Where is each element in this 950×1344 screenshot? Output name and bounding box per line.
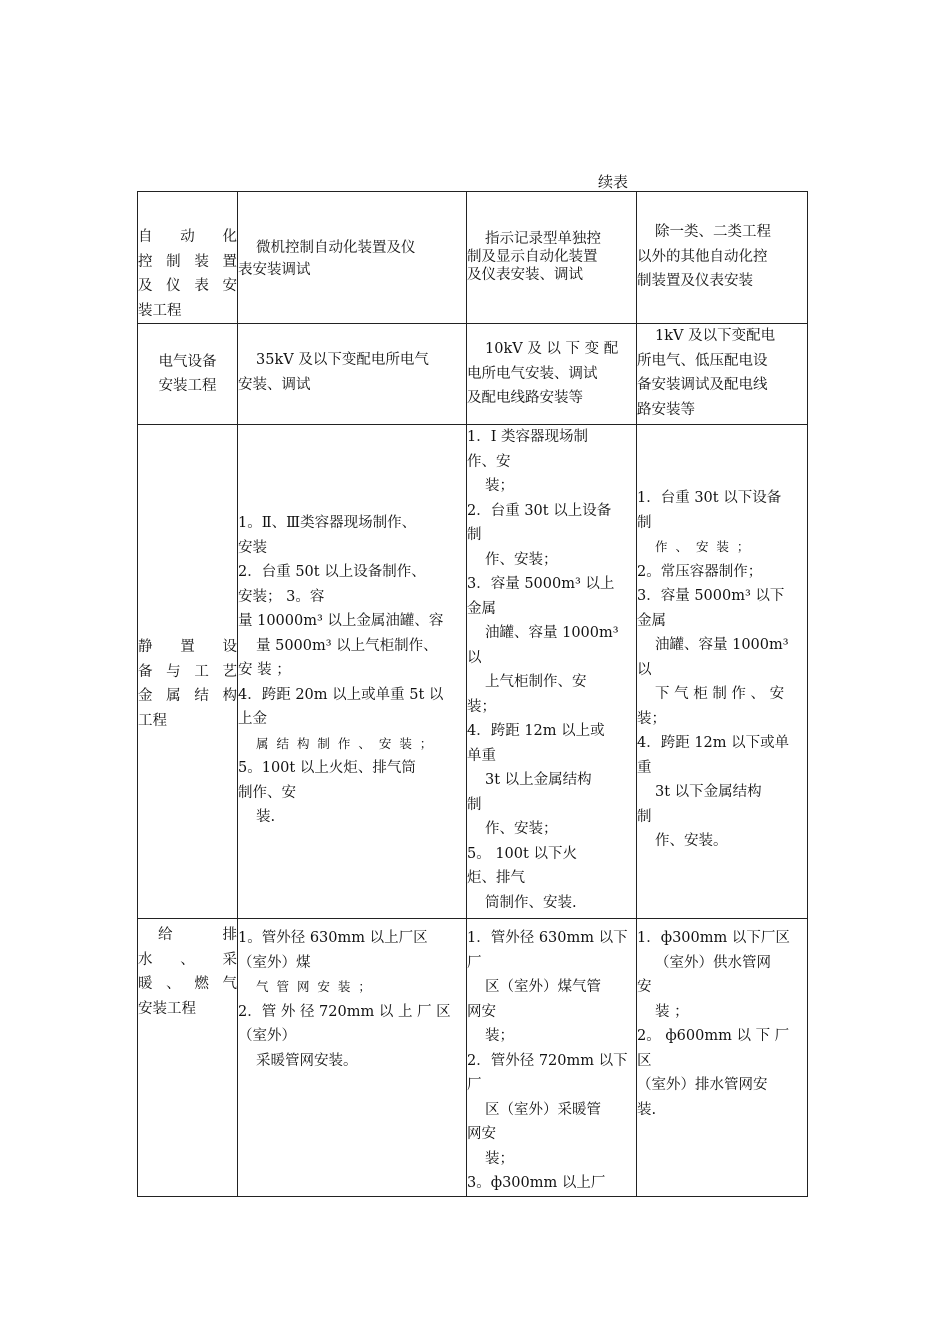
cell-line: 作 、 安 装 ； bbox=[655, 539, 752, 554]
cell-line: 重 bbox=[637, 759, 652, 776]
category-line: 暖、燃气 bbox=[138, 976, 237, 992]
cell-line: 制及显示自动化装置 bbox=[467, 249, 598, 265]
cell-line: 1。Ⅱ、Ⅲ类容器现场制作、 bbox=[238, 515, 417, 531]
cell-line: 区（室外）采暖管 bbox=[485, 1101, 601, 1118]
category-cell bbox=[138, 324, 238, 425]
cell-line: 3．容量 5000m³ 以下 bbox=[637, 588, 785, 604]
cell-line: 1．ф300mm 以下厂区 bbox=[637, 930, 790, 946]
cell-line: 1。管外径 630mm 以上厂区 bbox=[238, 930, 428, 946]
class-three-cell bbox=[637, 919, 808, 1197]
cell-line: 2。常压容器制作； bbox=[637, 563, 763, 580]
category-line: 装工程 bbox=[138, 302, 182, 319]
cell-line: 油罐、容量 1000m³ bbox=[655, 637, 789, 653]
cell-line: （室外）煤 bbox=[238, 954, 311, 971]
cell-line: 网安 bbox=[467, 1003, 496, 1020]
cell-line: 35kV 及以下变配电所电气 bbox=[256, 352, 429, 368]
cell-line: 安装、调试 bbox=[238, 376, 311, 393]
cell-line: 制 bbox=[467, 796, 482, 813]
table-row-automation bbox=[138, 192, 808, 324]
cell-line: 指示记录型单独控 bbox=[485, 231, 601, 247]
cell-line: 网安 bbox=[467, 1126, 496, 1142]
cell-line: 5。100t 以上火炬、排气筒 bbox=[238, 760, 416, 776]
class-one-cell bbox=[238, 324, 467, 425]
cell-line: 油罐、容量 1000m³ bbox=[485, 625, 619, 641]
cell-line: 3．容量 5000m³ 以上 bbox=[467, 576, 615, 592]
cell-line: 3t 以下金属结构 bbox=[655, 784, 762, 800]
cell-line: 装 ； bbox=[655, 1003, 689, 1020]
class-two-cell bbox=[467, 919, 637, 1197]
cell-line: 厂 bbox=[467, 1077, 482, 1093]
cell-line: 炬、排气 bbox=[467, 870, 525, 886]
class-three-cell bbox=[637, 192, 808, 324]
cell-line: 厂 bbox=[467, 954, 482, 971]
category-line: 电气设备 bbox=[158, 354, 217, 370]
cell-line: 1．管外径 630mm 以下 bbox=[467, 930, 628, 946]
cell-line: 1．台重 30t 以下设备 bbox=[637, 490, 782, 506]
cell-line: 表安装调试 bbox=[238, 261, 311, 278]
category-line: 安装工程 bbox=[138, 1000, 196, 1017]
cell-line: 微机控制自动化装置及仪 bbox=[256, 240, 416, 256]
class-three-cell bbox=[637, 324, 808, 425]
category-line: 金 属 结 构 bbox=[138, 688, 237, 704]
class-two-cell bbox=[467, 324, 637, 425]
cell-line: 下 气 柜 制 作 、 安 bbox=[655, 686, 785, 702]
cell-line: 装. bbox=[256, 809, 276, 825]
category-line: 安装工程 bbox=[158, 378, 217, 394]
cell-line: 2。 ф600mm 以 下 厂 bbox=[637, 1028, 790, 1044]
cell-line: 除一类、二类工程 bbox=[655, 224, 771, 240]
cell-line: 安 装 ； bbox=[238, 662, 291, 678]
class-three-cell bbox=[637, 425, 808, 919]
category-line: 给 排 bbox=[158, 927, 237, 943]
class-one-cell bbox=[238, 919, 467, 1197]
class-one-cell bbox=[238, 192, 467, 324]
cell-line: 以 bbox=[467, 649, 482, 666]
class-two-cell bbox=[467, 425, 637, 919]
cell-line: 3t 以上金属结构 bbox=[485, 772, 592, 788]
cell-line: 作、安装； bbox=[485, 551, 558, 568]
cell-line: 以外的其他自动化控 bbox=[637, 248, 768, 265]
cell-line: 装； bbox=[485, 1028, 514, 1044]
cell-line: 及配电线路安装等 bbox=[467, 390, 583, 406]
cell-line: 单重 bbox=[467, 747, 496, 764]
cell-line: 2．台重 50t 以上设备制作、 bbox=[238, 564, 426, 580]
cell-line: 区（室外）煤气管 bbox=[485, 979, 601, 995]
cell-line: 上气柜制作、安 bbox=[485, 674, 587, 690]
cell-line: 属 结 构 制 作 、 安 装 ； bbox=[256, 735, 435, 751]
table-row-electrical bbox=[138, 324, 808, 425]
cell-line: 装； bbox=[467, 698, 496, 715]
cell-line: （室外） bbox=[238, 1028, 296, 1044]
cell-line: 以 bbox=[637, 661, 652, 678]
cell-line: 电所电气安装、调试 bbox=[467, 365, 598, 382]
cell-line: 备安装调试及配电线 bbox=[637, 377, 768, 393]
cell-line: 量 5000m³ 以上气柜制作、 bbox=[256, 637, 438, 654]
cell-line: 10kV 及 以 下 变 配 bbox=[485, 341, 619, 357]
cell-line: 量 10000m³ 以上金属油罐、容 bbox=[238, 613, 444, 629]
cell-line: （室外）供水管网 bbox=[655, 954, 771, 971]
cell-line: 装； bbox=[485, 1150, 514, 1167]
cell-line: 作、安 bbox=[467, 453, 511, 470]
cell-line: 安 bbox=[637, 979, 652, 995]
category-line: 自 动 化 bbox=[138, 229, 237, 245]
cell-line: 制装置及仪表安装 bbox=[637, 273, 753, 289]
table-row-plumbing bbox=[138, 919, 808, 1197]
cell-line: 装. bbox=[637, 1101, 657, 1118]
cell-line: 4．跨距 20m 以上或单重 5t 以 bbox=[238, 686, 444, 703]
cell-line: 2．管外径 720mm 以下 bbox=[467, 1052, 628, 1069]
category-line: 备 与 工 艺 bbox=[138, 663, 237, 680]
category-cell bbox=[138, 425, 238, 919]
cell-line: 4．跨距 12m 以下或单 bbox=[637, 735, 790, 751]
cell-line: 上金 bbox=[238, 711, 267, 727]
category-line: 水 、 采 bbox=[138, 951, 237, 968]
cell-line: 5。 100t 以下火 bbox=[467, 845, 577, 862]
cell-line: 制作、安 bbox=[238, 784, 296, 801]
class-one-cell bbox=[238, 425, 467, 919]
cell-line: 筒制作、安装. bbox=[485, 894, 577, 911]
cell-line: 安装 bbox=[238, 539, 267, 556]
cell-line: 金属 bbox=[637, 612, 666, 629]
cell-line: 区 bbox=[637, 1052, 652, 1069]
cell-line: 气 管 网 安 装 ； bbox=[256, 979, 373, 994]
cell-line: 所电气、低压配电设 bbox=[637, 352, 768, 369]
cell-line: 1．Ⅰ 类容器现场制 bbox=[467, 429, 589, 445]
category-cell bbox=[138, 192, 238, 324]
cell-line: 作、安装。 bbox=[655, 833, 728, 849]
cell-line: 1kV 及以下变配电 bbox=[655, 328, 776, 344]
category-line: 工程 bbox=[138, 712, 167, 729]
cell-line: 作、安装； bbox=[485, 821, 558, 837]
cell-line: 安装； 3。容 bbox=[238, 588, 325, 605]
cell-line: 制 bbox=[467, 527, 482, 543]
cell-line: 采暖管网安装。 bbox=[256, 1052, 358, 1069]
cell-line: 装； bbox=[485, 478, 514, 494]
category-cell bbox=[138, 919, 238, 1197]
table-caption: 续表 bbox=[598, 173, 629, 191]
cell-line: 金属 bbox=[467, 600, 496, 617]
cell-line: 4．跨距 12m 以上或 bbox=[467, 723, 605, 739]
class-two-cell bbox=[467, 192, 637, 324]
cell-line: 装； bbox=[637, 710, 666, 727]
cell-line: 3。ф300mm 以上厂 bbox=[467, 1175, 606, 1191]
category-line: 控 制 装 置 bbox=[138, 253, 237, 270]
cell-line: （室外）排水管网安 bbox=[637, 1077, 768, 1093]
engineering-category-table bbox=[137, 191, 808, 1197]
table-row-static-equipment bbox=[138, 425, 808, 919]
cell-line: 制 bbox=[637, 808, 652, 825]
category-line: 及 仪 表 安 bbox=[138, 278, 237, 294]
cell-line: 及仪表安装、调试 bbox=[467, 267, 583, 283]
cell-line: 2．管 外 径 720mm 以 上 厂 区 bbox=[238, 1003, 451, 1020]
category-line: 静 置 设 bbox=[138, 639, 237, 655]
cell-line: 制 bbox=[637, 514, 652, 531]
cell-line: 路安装等 bbox=[637, 401, 695, 418]
cell-line: 2．台重 30t 以上设备 bbox=[467, 502, 612, 519]
